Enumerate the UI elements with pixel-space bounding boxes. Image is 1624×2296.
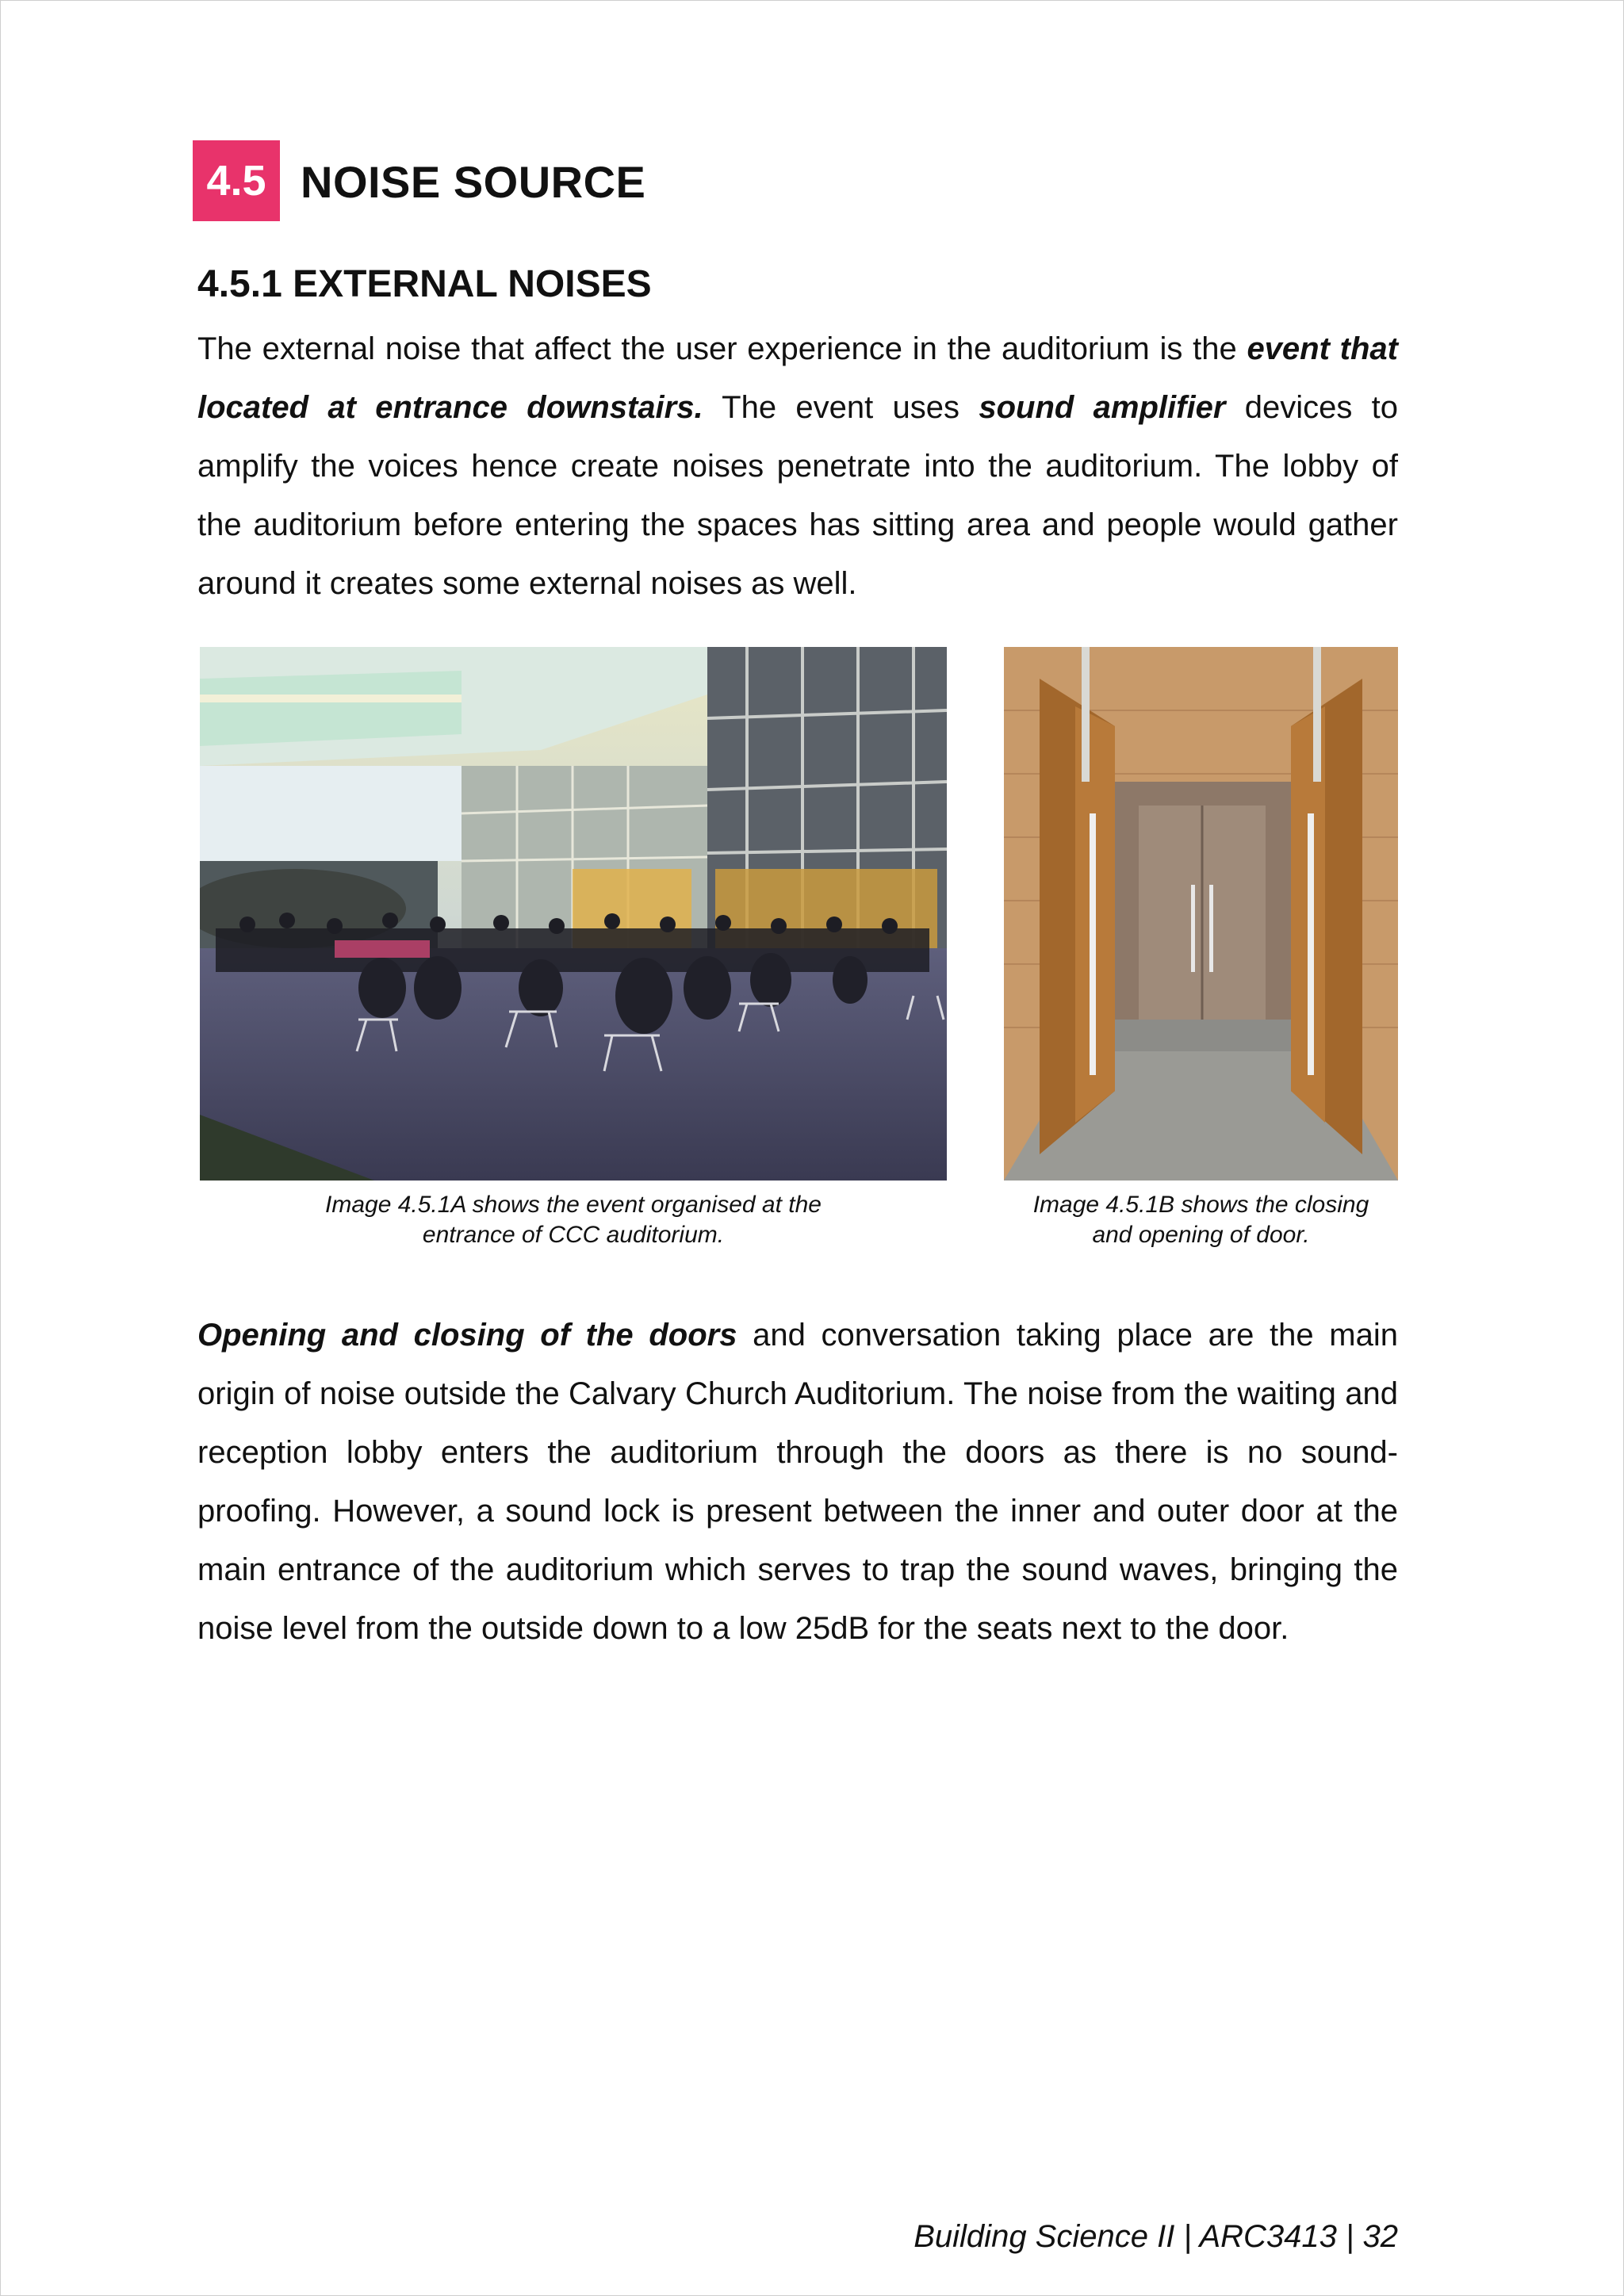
figure-caption-a (200, 1190, 947, 1250)
paragraph-text: devices to amplify the voices hence create noises penetrate into the auditorium. The lobby of the auditorium before entering the spaces has sitting area and people would gather around it creates some external noises as well. (197, 390, 1399, 601)
paragraph-text: and conversation taking place are the main origin of noise outside the Calvary Church Auditorium. The noise from the waiting and reception lobby enters the auditorium through the doors as there is no sound-proofing. However, a sound lock is present between the inner and outer door at the main entrance of the auditorium which serves to trap the sound waves, bringing the noise level from the outside down to a low 25dB for the seats next to the door. (197, 1318, 1398, 1646)
section-number-badge (193, 140, 280, 221)
paragraph-external-noise (197, 320, 1398, 613)
section-title: NOISE SOURCE (301, 157, 646, 207)
event-entrance-photo (200, 647, 947, 1181)
paragraph-text: The external noise that affect the user experience in the auditorium is the (197, 331, 1247, 366)
section-number: 4.5 (206, 157, 266, 205)
figure-caption-b (1004, 1190, 1398, 1250)
caption-line: Image 4.5.1A shows the event organised at the (325, 1192, 822, 1218)
emphasis-event-location: event that located at entrance downstairs. (197, 331, 1398, 425)
caption-line: and opening of door. (1092, 1222, 1310, 1248)
page-footer: Building Science II | ARC3413 | 32 (914, 2219, 1398, 2254)
caption-line: Image 4.5.1B shows the closing (1032, 1192, 1369, 1218)
caption-line: entrance of CCC auditorium. (422, 1222, 725, 1248)
emphasis-opening-closing-doors: Opening and closing of the doors (197, 1318, 737, 1353)
subsection-title: 4.5.1 EXTERNAL NOISES (197, 263, 652, 305)
door-photo (1004, 647, 1398, 1181)
emphasis-sound-amplifier: sound amplifier (979, 390, 1226, 425)
paragraph-text: The event uses (703, 390, 979, 425)
paragraph-door-noise (197, 1306, 1398, 1658)
